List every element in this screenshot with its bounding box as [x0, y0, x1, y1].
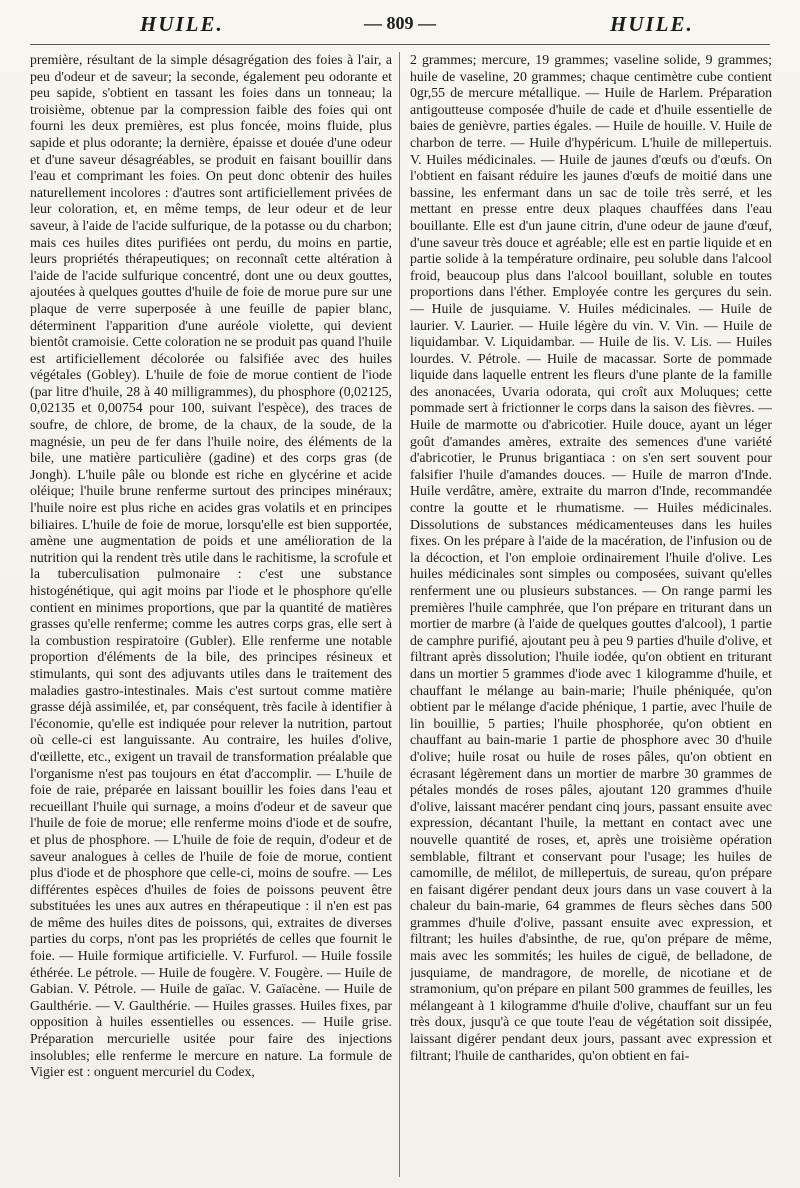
right-column	[410, 52, 772, 1180]
header-left-word: HUILE.	[140, 12, 224, 36]
page-number: — 809 —	[364, 13, 436, 33]
header-rule	[30, 44, 770, 45]
left-column-text: première, résultant de la simple désagrégation des foies à l'air, a peu d'odeur et de saveur; la seconde, également peu odorante et peu sapide, s'obtient en tassant les foies dans un tonneau; la troisième, obtenue par la compression faible des foies qui ont fourni les deux premières, est plus foncée, moins fluide, plus sapide et plus odorante; la dernière, épaisse et douée d'une odeur et d'une saveur désagréables, se produit en faisant bouillir dans l'eau et comprimant les foies. On peut donc obtenir des huiles naturellement incolores : d'autres sont artificiellement privées de leur coloration, et, en même temps, de leur odeur et de leur saveur, à l'aide de l'acide sulfurique, de la potasse ou du charbon; mais ces huiles dites purifiées ont perdu, du moins en partie, leurs propriétés thérapeutiques; on reconnaît cette altération à l'aide de l'acide sulfurique concentré, dont une ou deux gouttes, ajoutées à quelques gouttes d'huile de foie de morue pure sur une plaque de verre superposée à une feuille de papier blanc, déterminent l'apparition d'une auréole violette, qui devient bientôt cramoisie. Cette coloration ne se produit pas quand l'huile est artificiellement décolorée ou falsifiée avec des huiles végétales (Gobley). L'huile de foie de morue contient de l'iode (par litre d'huile, 28 à 40 milligrammes), du phosphore (0,02125, 0,02135 et 0,00754 pour 100, suivant l'espèce), des traces de soufre, de chlore, de brome, de la chaux, de la soude, de la magnésie, un peu de fer dans l'huile noire, des éléments de la bile, une matière particulière (gadine) et des corps gras (de Jongh). L'huile pâle ou blonde est riche en glycérine et acide oléique; l'huile brune renferme surtout des principes minéraux; l'huile noire est plus riche en acides gras volatils et en principes biliaires. L'huile de foie de morue, lorsqu'elle est bien supportée, amène une augmentation de poids et une amélioration de la nutrition qui la rendent très utile dans le rachitisme, la scrofule et la tuberculisation pulmonaire : c'est une substance histogénétique, qui agit moins par l'iode et le phosphore qu'elle contient en minimes proportions, que par la quantité de matières grasses qu'elle renferme; comme les autres corps gras, elle sert à la combustion respiratoire (Gubler). Elle renferme une notable proportion d'éléments de la bile, des principes résineux et stimulants, qui sont des adjuvants utiles dans le traitement des maladies gastro-intestinales. Mais c'est surtout comme matière grasse déjà assimilée, et, par conséquent, très facile à identifier à l'économie, qu'elle est indiquée pour relever la nutrition, partout où celle-ci est languissante. Au contraire, les huiles d'olive, d'œillette, etc., exigent un travail de transformation préalable que l'organisme n'est pas toujours en état d'accomplir. — L'huile de foie de raie, préparée en laissant bouillir les foies dans l'eau et recueillant l'huile qui surnage, a moins d'odeur et de saveur que l'huile de foie de morue; elle renferme moins d'iode et de soufre, et plus de phosphore. — L'huile de foie de requin, d'odeur et de saveur analogues à celles de l'huile de foie de morue, contient plus d'iode et de phosphore que celle-ci, moins de soufre. — Les différentes espèces d'huiles de foies de poissons peuvent être substituées les unes aux autres en thérapeutique : il n'en est pas de même des huiles dites de poissons, qui, extraites de diverses parties du corps, n'ont pas les propriétés de celles que fournit le foie. — Huile formique artificielle. V. Furfurol. — Huile fossile éthérée. Le pétrole. — Huile de fougère. V. Fougère. — Huile de Gabian. V. Pétrole. — Huile de gaïac. V. Gaïacène. — Huile de Gaulthérie. — V. Gaulthérie. — Huiles grasses. Huiles fixes, par opposition à huiles essentielles ou essences. — Huile grise. Préparation mercurielle usitée pour faire des injections insolubles; elle renferme le mercure en nature. La formule de Vigier est : onguent mercuriel du Codex,	[30, 52, 392, 1080]
header-right-word: HUILE.	[610, 12, 694, 36]
left-column	[30, 52, 392, 1180]
right-column-text: 2 grammes; mercure, 19 grammes; vaseline solide, 9 grammes; huile de vaseline, 20 grammes; chaque centimètre cube contient 0gr,55 de mercure métallique. — Huile de Harlem. Préparation antigoutteuse composée d'huile de cade et d'huile essentielle de baies de genièvre, parties égales. — Huile de houille. V. Huile de charbon de terre. — Huile d'hypéricum. L'huile de millepertuis. V. Huiles médicinales. — Huile de jaunes d'œufs ou d'œufs. On l'obtient en faisant réduire les jaunes d'œufs de moitié dans une bassine, les enfermant dans un sac de toile très serré, et les mettant en presse entre deux plaques chauffées dans l'eau bouillante. Elle est d'un jaune citrin, d'une odeur de jaune d'œuf, d'une saveur très douce et agréable; elle est en partie liquide et en partie solide à la température ordinaire, peu soluble dans l'alcool froid, beaucoup plus dans l'alcool bouillant, soluble en toutes proportions dans l'éther. Employée contre les gerçures du sein. — Huile de jusquiame. V. Huiles médicinales. — Huile de laurier. V. Laurier. — Huile légère du vin. V. Vin. — Huile de liquidambar. V. Liquidambar. — Huile de lis. V. Lis. — Huiles lourdes. V. Pétrole. — Huile de macassar. Sorte de pommade liquide dans laquelle entrent les fleurs d'une plante de la famille des anonacées, Uvaria odorata, qui croît aux Moluques; cette pommade sert à frictionner le corps dans la saison des fièvres. — Huile de marmotte ou d'abricotier. Huile douce, ayant un léger goût d'amandes amères, extraite des semences d'une variété d'abricotier, le Prunus brigantiaca : on s'en sert souvent pour falsifier l'huile d'amandes douces. — Huile de marron d'Inde. Huile verdâtre, amère, extraite du marron d'Inde, recommandée contre la goutte et le rhumatisme. — Huiles médicinales. Dissolutions de substances médicamenteuses dans les huiles fixes. On les prépare à l'aide de la macération, de l'infusion ou de la décoction, et l'on emploie ordinairement l'huile d'olive. Les huiles médicinales sont simples ou composées, suivant qu'elles renferment une ou plusieurs substances. — On range parmi les premières l'huile camphrée, que l'on prépare en triturant dans un mortier de marbre (à l'aide de quelques gouttes d'alcool), 1 partie de camphre purifié, ajoutant peu à peu 9 parties d'huile d'olive, et filtrant après dissolution; l'huile iodée, qu'on obtient en triturant dans un mortier 5 grammes d'iode avec 1 kilogramme d'huile, et chauffant le mélange au bain-marie; l'huile phéniquée, qu'on obtient par le mélange d'acide phénique, 1 partie, avec l'huile de lin bouillie, 5 parties; l'huile phosphorée, qu'on obtient en chauffant au bain-marie 1 partie de phosphore avec 30 d'huile d'olive; huile rosat ou huile de roses pâles, qu'on obtient en écrasant légèrement dans un mortier de marbre 30 grammes de pétales mondés de roses pâles, ajoutant 120 grammes d'huile d'olive, laissant macérer pendant cinq jours, passant ensuite avec expression, décantant l'huile, la mettant en contact avec une nouvelle quantité de roses, et, après une troisième opération semblable, filtrant et conservant pour l'usage; les huiles de camomille, de mélilot, de millepertuis, de sureau, qu'on prépare en faisant digérer pendant deux jours dans un vase couvert à la chaleur du bain-marie, 64 grammes de fleurs sèches dans 500 grammes d'huile d'olive, passant ensuite avec expression, et filtrant; les huiles d'absinthe, de rue, qu'on prépare de même, mais avec les sommités; les huiles de ciguë, de belladone, de jusquiame, de mandragore, de morelle, de nicotiane et de stramonium, qu'on prépare en pilant 500 grammes de feuilles, les mélangeant à 1 kilogramme d'huile d'olive, chauffant sur un feu très doux, jusqu'à ce que toute l'eau de végétation soit dissipée, laissant digérer pendant deux jours, passant avec expression et filtrant; l'huile de cantharides, qu'on obtient en fai-	[410, 52, 772, 1063]
running-header	[30, 12, 770, 42]
column-divider	[399, 52, 400, 1177]
